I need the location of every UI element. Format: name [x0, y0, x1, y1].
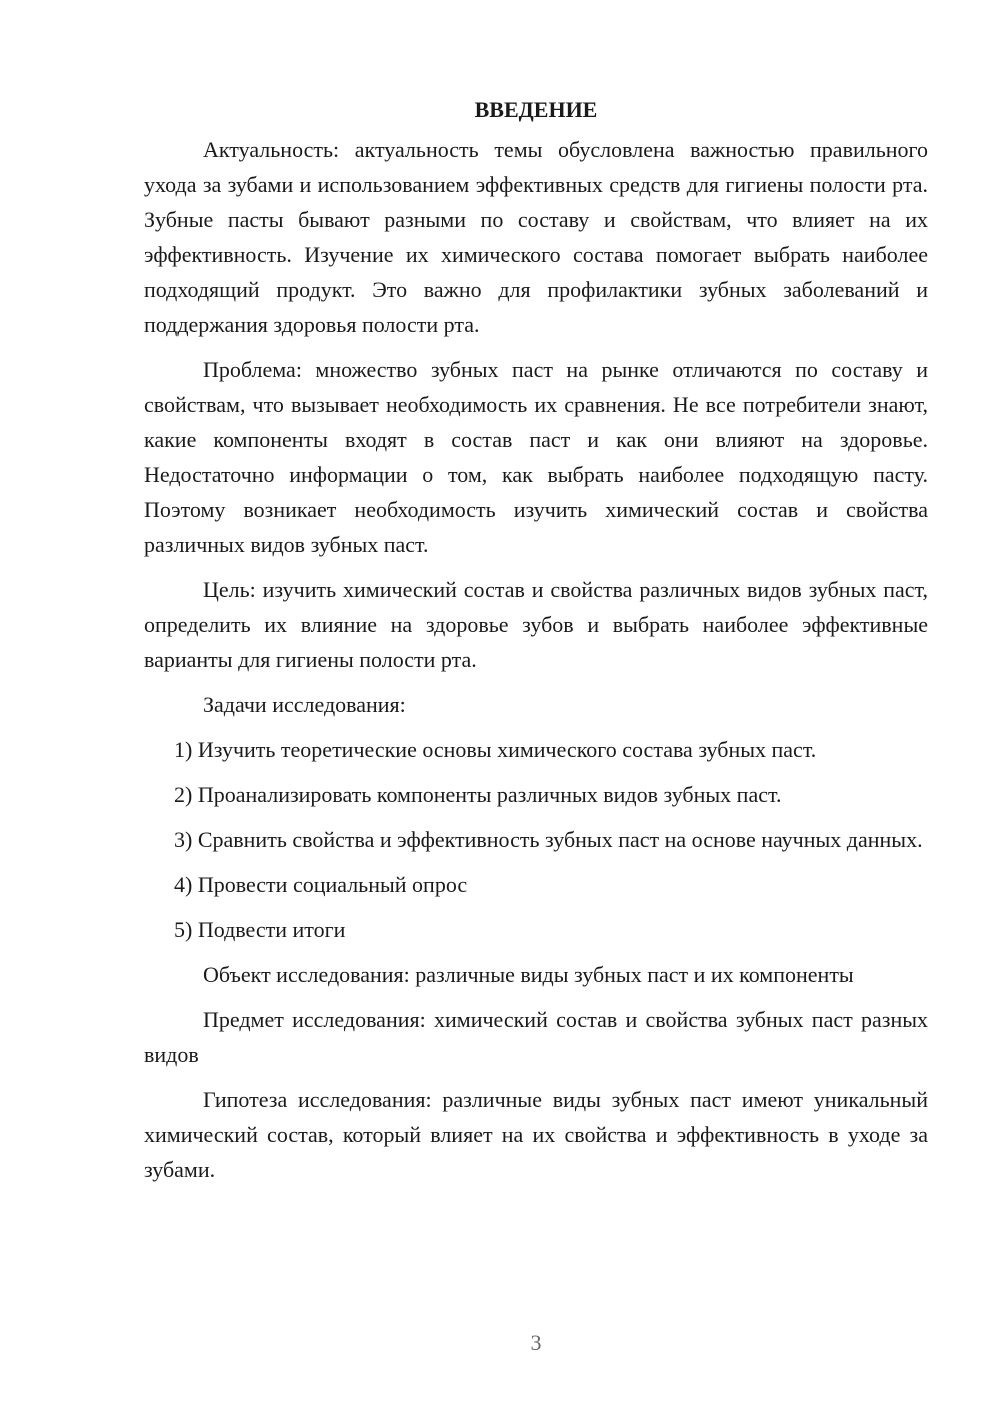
- object-paragraph: Объект исследования: различные виды зубных паст и их компоненты: [203, 962, 854, 987]
- hypothesis-paragraph: Гипотеза исследования: различные виды зубных паст имеют уникальный химический состав, который влияет на их свойства и эффективность в уходе за зубами.: [144, 1087, 928, 1182]
- task-item: 5) Подвести итоги: [174, 917, 346, 942]
- page-number: 3: [530, 1330, 542, 1355]
- task-item: 1) Изучить теоретические основы химического состава зубных паст.: [174, 737, 817, 762]
- tasks-title: Задачи исследования:: [203, 692, 406, 717]
- task-item: 4) Провести социальный опрос: [174, 872, 468, 897]
- problem-paragraph: Проблема: множество зубных паст на рынке отличаются по составу и свойствам, что вызывает необходимость их сравнения. Не все потребители знают, какие компоненты входят в состав паст и как они влияют на здоровье. Недостаточно информации о том, как выбрать наиболее подходящую пасту. Поэтому возникает необходимость изучить химический состав и свойства различных видов зубных паст.: [144, 357, 928, 557]
- section-heading: ВВЕДЕНИЕ: [474, 97, 598, 122]
- task-item: 2) Проанализировать компоненты различных видов зубных паст.: [174, 782, 782, 807]
- page-body: [144, 92, 928, 1197]
- relevance-paragraph: Актуальность: актуальность темы обусловлена важностью правильного ухода за зубами и использованием эффективных средств для гигиены полости рта. Зубные пасты бывают разными по составу и свойствам, что влияет на их эффективность. Изучение их химического состава помогает выбрать наиболее подходящий продукт. Это важно для профилактики зубных заболеваний и поддержания здоровья полости рта.: [144, 137, 928, 337]
- task-item: 3) Сравнить свойства и эффективность зубных паст на основе научных данных.: [174, 827, 923, 852]
- subject-paragraph: Предмет исследования: химический состав и свойства зубных паст разных видов: [144, 1007, 928, 1067]
- goal-paragraph: Цель: изучить химический состав и свойства различных видов зубных паст, определить их влияние на здоровье зубов и выбрать наиболее эффективные варианты для гигиены полости рта.: [144, 577, 928, 672]
